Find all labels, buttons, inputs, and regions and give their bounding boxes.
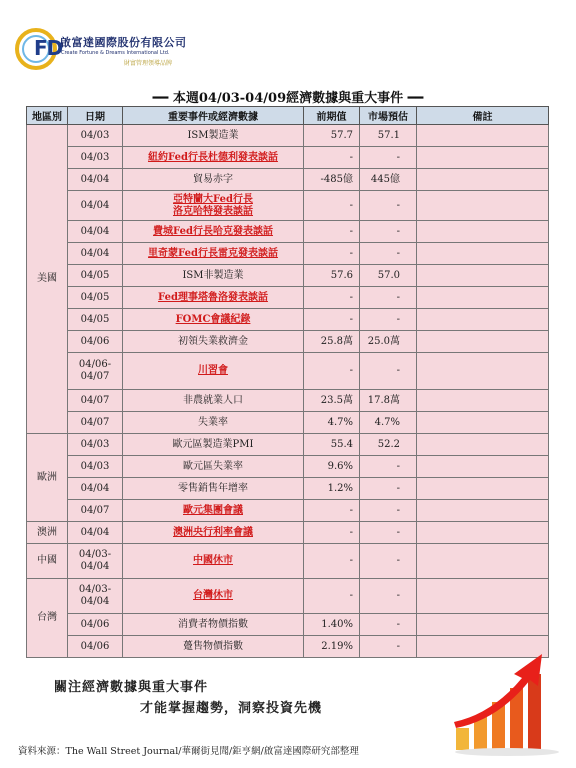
forecast-cell: -	[360, 614, 417, 636]
note-cell	[417, 500, 549, 522]
previous-value-cell: -	[304, 309, 360, 331]
note-cell	[417, 478, 549, 500]
note-cell	[417, 309, 549, 331]
event-cell: ISM製造業	[123, 125, 304, 147]
event-cell	[123, 147, 304, 169]
region-cell: 台灣	[27, 579, 68, 658]
event-cell: 消費者物價指數	[123, 614, 304, 636]
date-cell: 04/03	[68, 434, 123, 456]
company-name: 啟富達國際股份有限公司	[60, 36, 187, 49]
region-cell: 中國	[27, 544, 68, 579]
forecast-cell: -	[360, 456, 417, 478]
event-cell	[123, 353, 304, 390]
forecast-cell: 52.2	[360, 434, 417, 456]
region-cell: 美國	[27, 125, 68, 434]
note-cell	[417, 614, 549, 636]
note-cell	[417, 191, 549, 221]
header-date: 日期	[68, 107, 123, 125]
note-cell	[417, 265, 549, 287]
previous-value-cell: 9.6%	[304, 456, 360, 478]
previous-value-cell: -	[304, 191, 360, 221]
note-cell	[417, 544, 549, 579]
table-row	[27, 243, 549, 265]
date-cell: 04/03- 04/04	[68, 544, 123, 579]
forecast-cell: -	[360, 191, 417, 221]
previous-value-cell: 57.6	[304, 265, 360, 287]
previous-value-cell: 1.40%	[304, 614, 360, 636]
previous-value-cell: -	[304, 579, 360, 614]
table-row	[27, 544, 549, 579]
date-cell: 04/07	[68, 500, 123, 522]
date-cell: 04/07	[68, 390, 123, 412]
table-row	[27, 579, 549, 614]
table-row	[27, 353, 549, 390]
logo-letters: FD	[34, 36, 63, 60]
event-cell	[123, 221, 304, 243]
date-cell: 04/03- 04/04	[68, 579, 123, 614]
date-cell: 04/04	[68, 221, 123, 243]
forecast-cell: -	[360, 478, 417, 500]
event-cell	[123, 309, 304, 331]
table-row	[27, 309, 549, 331]
date-cell: 04/04	[68, 522, 123, 544]
highlighted-event-text: 中國休市	[193, 555, 233, 566]
date-cell: 04/04	[68, 478, 123, 500]
forecast-cell: -	[360, 221, 417, 243]
forecast-cell: -	[360, 544, 417, 579]
event-cell	[123, 579, 304, 614]
forecast-cell: 25.0萬	[360, 331, 417, 353]
event-cell	[123, 243, 304, 265]
note-cell	[417, 169, 549, 191]
previous-value-cell: 2.19%	[304, 636, 360, 658]
note-cell	[417, 221, 549, 243]
event-cell: 初領失業救濟金	[123, 331, 304, 353]
date-cell: 04/03	[68, 456, 123, 478]
note-cell	[417, 331, 549, 353]
previous-value-cell: -	[304, 500, 360, 522]
slogan-line-2: 才能掌握趨勢，洞察投資先機	[140, 701, 323, 716]
date-cell: 04/06	[68, 331, 123, 353]
date-cell: 04/04	[68, 191, 123, 221]
date-cell: 04/04	[68, 169, 123, 191]
table-row	[27, 434, 549, 456]
forecast-cell: -	[360, 579, 417, 614]
previous-value-cell: -	[304, 522, 360, 544]
table-row	[27, 147, 549, 169]
region-cell: 澳洲	[27, 522, 68, 544]
table-row	[27, 500, 549, 522]
table-row	[27, 456, 549, 478]
date-cell: 04/05	[68, 265, 123, 287]
events-table	[26, 106, 549, 658]
company-name-en: Create Fortune & Dreams International Ltd.	[61, 50, 170, 56]
previous-value-cell: 55.4	[304, 434, 360, 456]
forecast-cell: -	[360, 636, 417, 658]
table-row	[27, 522, 549, 544]
table-row	[27, 331, 549, 353]
forecast-cell: -	[360, 309, 417, 331]
previous-value-cell: -	[304, 147, 360, 169]
header-forecast: 市場預估	[360, 107, 417, 125]
table-row	[27, 221, 549, 243]
forecast-cell: 17.8萬	[360, 390, 417, 412]
note-cell	[417, 125, 549, 147]
previous-value-cell: 23.5萬	[304, 390, 360, 412]
highlighted-event-text: 台灣休市	[193, 590, 233, 601]
date-cell: 04/07	[68, 412, 123, 434]
forecast-cell: -	[360, 353, 417, 390]
forecast-cell: 445億	[360, 169, 417, 191]
previous-value-cell: -	[304, 243, 360, 265]
table-row	[27, 265, 549, 287]
event-cell: ISM非製造業	[123, 265, 304, 287]
event-cell	[123, 544, 304, 579]
forecast-cell: 57.0	[360, 265, 417, 287]
date-cell: 04/03	[68, 147, 123, 169]
forecast-cell: -	[360, 522, 417, 544]
event-cell: 躉售物價指數	[123, 636, 304, 658]
highlighted-event-text: 川習會	[198, 365, 228, 376]
highlighted-event-text: 費城Fed行長哈克發表談話	[153, 225, 273, 237]
previous-value-cell: -	[304, 353, 360, 390]
source-note: 資料來源：The Wall Street Journal/華爾街見聞/鉅亨網/啟富達國際研究部整理	[18, 746, 359, 757]
table-row	[27, 125, 549, 147]
event-cell: 歐元區製造業PMI	[123, 434, 304, 456]
forecast-cell: -	[360, 147, 417, 169]
forecast-cell: -	[360, 243, 417, 265]
header-note: 備註	[417, 107, 549, 125]
event-cell	[123, 191, 304, 221]
event-cell: 歐元區失業率	[123, 456, 304, 478]
forecast-cell: 4.7%	[360, 412, 417, 434]
highlighted-event-text: 里奇蒙Fed行長雷克發表談話	[148, 247, 278, 259]
event-cell: 非農就業人口	[123, 390, 304, 412]
forecast-cell: -	[360, 500, 417, 522]
table-row	[27, 614, 549, 636]
company-logo	[12, 26, 272, 72]
note-cell	[417, 434, 549, 456]
note-cell	[417, 353, 549, 390]
slogan-line-1: 關注經濟數據與重大事件	[54, 680, 209, 695]
date-cell: 04/03	[68, 125, 123, 147]
event-cell: 失業率	[123, 412, 304, 434]
note-cell	[417, 147, 549, 169]
table-body	[27, 125, 549, 658]
table-row	[27, 478, 549, 500]
note-cell	[417, 243, 549, 265]
rising-bar-chart-arrow-icon	[452, 648, 562, 758]
highlighted-event-text: 歐元集團會議	[183, 504, 243, 516]
previous-value-cell: -	[304, 221, 360, 243]
table-row	[27, 169, 549, 191]
brand-subtitle: 財富管理領導品牌	[124, 60, 173, 67]
previous-value-cell: 1.2%	[304, 478, 360, 500]
table-row	[27, 191, 549, 221]
table-row	[27, 412, 549, 434]
note-cell	[417, 579, 549, 614]
highlighted-event-text: 紐約Fed行長杜德利發表談話	[148, 151, 278, 163]
date-cell: 04/06	[68, 614, 123, 636]
note-cell	[417, 522, 549, 544]
event-cell: 零售銷售年增率	[123, 478, 304, 500]
table-header-row	[27, 107, 549, 125]
previous-value-cell: -	[304, 544, 360, 579]
page-title: ━━ 本週04/03-04/09經濟數據與重大事件 ━━	[152, 91, 424, 106]
previous-value-cell: -485億	[304, 169, 360, 191]
header-event: 重要事件或經濟數據	[123, 107, 304, 125]
previous-value-cell: 4.7%	[304, 412, 360, 434]
note-cell	[417, 456, 549, 478]
header-region: 地區別	[27, 107, 68, 125]
note-cell	[417, 287, 549, 309]
forecast-cell: -	[360, 287, 417, 309]
header-previous: 前期值	[304, 107, 360, 125]
event-cell	[123, 287, 304, 309]
previous-value-cell: -	[304, 287, 360, 309]
note-cell	[417, 390, 549, 412]
note-cell	[417, 412, 549, 434]
table-row	[27, 287, 549, 309]
region-cell: 歐洲	[27, 434, 68, 522]
date-cell: 04/06- 04/07	[68, 353, 123, 390]
previous-value-cell: 25.8萬	[304, 331, 360, 353]
page-title-text: 本週04/03-04/09經濟數據與重大事件	[172, 91, 404, 106]
date-cell: 04/04	[68, 243, 123, 265]
table-row	[27, 390, 549, 412]
highlighted-event-text: 亞特蘭大Fed行長 洛克哈特發表談話	[173, 193, 253, 217]
event-cell: 貿易赤字	[123, 169, 304, 191]
date-cell: 04/06	[68, 636, 123, 658]
event-cell	[123, 522, 304, 544]
previous-value-cell: 57.7	[304, 125, 360, 147]
event-cell	[123, 500, 304, 522]
highlighted-event-text: Fed理事塔魯洛發表談話	[158, 291, 268, 303]
date-cell: 04/05	[68, 287, 123, 309]
highlighted-event-text: 澳洲央行利率會議	[173, 526, 253, 538]
highlighted-event-text: FOMC會議紀錄	[175, 313, 251, 325]
date-cell: 04/05	[68, 309, 123, 331]
forecast-cell: 57.1	[360, 125, 417, 147]
